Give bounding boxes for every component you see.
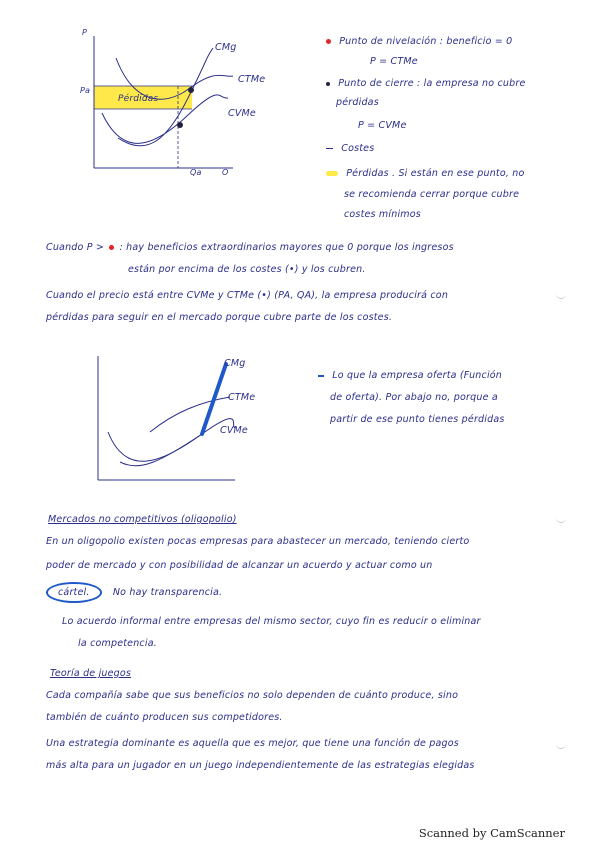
legend-item-shutdown: Punto de cierre : la empresa no cubre <box>326 78 526 89</box>
cartel-circled: cártel. <box>46 582 102 603</box>
section-title-teoria-juegos: Teoría de juegos <box>50 668 132 679</box>
axis-label-p: P <box>82 28 88 37</box>
curve-label-cmg-2: CMg <box>224 358 246 369</box>
shutdown-point <box>177 122 183 128</box>
juegos-line-3: Una estrategia dominante es aquella que es mejor, que tiene una función de pagos <box>46 738 459 749</box>
legend-supply-cont-1: de oferta). Por abajo no, porque a <box>330 392 498 403</box>
curve-label-cvme-2: CVMe <box>220 425 248 436</box>
oligopolio-line-5: la competencia. <box>78 638 157 649</box>
legend-formula-ctme: P = CTMe <box>370 56 418 67</box>
legend-item-break-even: Punto de nivelación : beneficio = 0 <box>326 36 512 47</box>
ctme-curve <box>150 397 230 432</box>
paragraph-profits-line-1: Cuando P > : hay beneficios extraordinarios mayores que 0 porque los ingresos <box>46 242 454 253</box>
legend-losses-cont-2: costes mínimos <box>344 209 421 220</box>
axis-label-o: O <box>222 168 229 177</box>
legend-item-supply: Lo que la empresa oferta (Función <box>318 370 502 381</box>
curve-label-ctme-2: CTMe <box>228 392 256 403</box>
paragraph-losses-line-2: pérdidas para seguir en el mercado porque cubre parte de los costes. <box>46 312 393 323</box>
punch-hole-mark <box>556 292 566 299</box>
punch-hole-mark <box>556 742 566 749</box>
oligopolio-line-4: Lo acuerdo informal entre empresas del mismo sector, cuyo fin es reducir o eliminar <box>62 616 481 627</box>
cost-curves-figure-2 <box>90 352 240 492</box>
legend-shutdown-cont: pérdidas <box>336 97 379 108</box>
paragraph-losses-line-1: Cuando el precio está entre CVMe y CTMe (•) (PA, QA), la empresa producirá con <box>46 290 449 301</box>
supply-curve <box>202 364 226 434</box>
curve-label-ctme: CTMe <box>238 74 266 85</box>
juegos-line-2: también de cuánto producen sus competidores. <box>46 712 283 723</box>
dash-icon <box>326 148 333 149</box>
axis-label-pa: Pa <box>80 86 91 95</box>
red-dot-icon <box>109 245 114 250</box>
bullet-icon <box>326 82 330 86</box>
curve-label-cvme: CVMe <box>228 108 256 119</box>
blue-line-icon <box>318 375 324 377</box>
section-title-oligopolio: Mercados no competitivos (oligopolio) <box>48 514 237 525</box>
cvme-curve <box>108 419 235 462</box>
legend-item-costs: Costes <box>326 143 374 154</box>
yellow-highlight-icon <box>326 171 338 176</box>
break-even-point <box>188 87 194 93</box>
juegos-line-1: Cada compañía sabe que sus beneficios no solo dependen de cuánto produce, sino <box>46 690 459 701</box>
legend-formula-cvme: P = CVMe <box>358 120 407 131</box>
area-label-perdidas: Pérdidas <box>118 94 159 104</box>
red-dot-icon <box>326 39 331 44</box>
legend-losses-cont-1: se recomienda cerrar porque cubre <box>344 189 520 200</box>
axis-label-qa: Qa <box>190 168 202 177</box>
scanner-watermark: Scanned by CamScanner <box>418 826 565 840</box>
legend-item-losses: Pérdidas . Si están en ese punto, no <box>326 168 525 179</box>
oligopolio-line-2: poder de mercado y con posibilidad de alcanzar un acuerdo y actuar como un <box>46 560 433 571</box>
paragraph-profits-line-2: están por encima de los costes (•) y los cubren. <box>128 264 366 275</box>
oligopolio-line-3: cártel. No hay transparencia. <box>46 582 222 603</box>
legend-supply-cont-2: partir de ese punto tienes pérdidas <box>330 414 505 425</box>
cmg-curve <box>120 434 202 466</box>
punch-hole-mark <box>556 516 566 523</box>
curve-label-cmg: CMg <box>215 42 237 53</box>
juegos-line-4: más alta para un jugador en un juego independientemente de las estrategias elegidas <box>46 760 475 771</box>
oligopolio-line-1: En un oligopolio existen pocas empresas para abastecer un mercado, teniendo cierto <box>46 536 470 547</box>
